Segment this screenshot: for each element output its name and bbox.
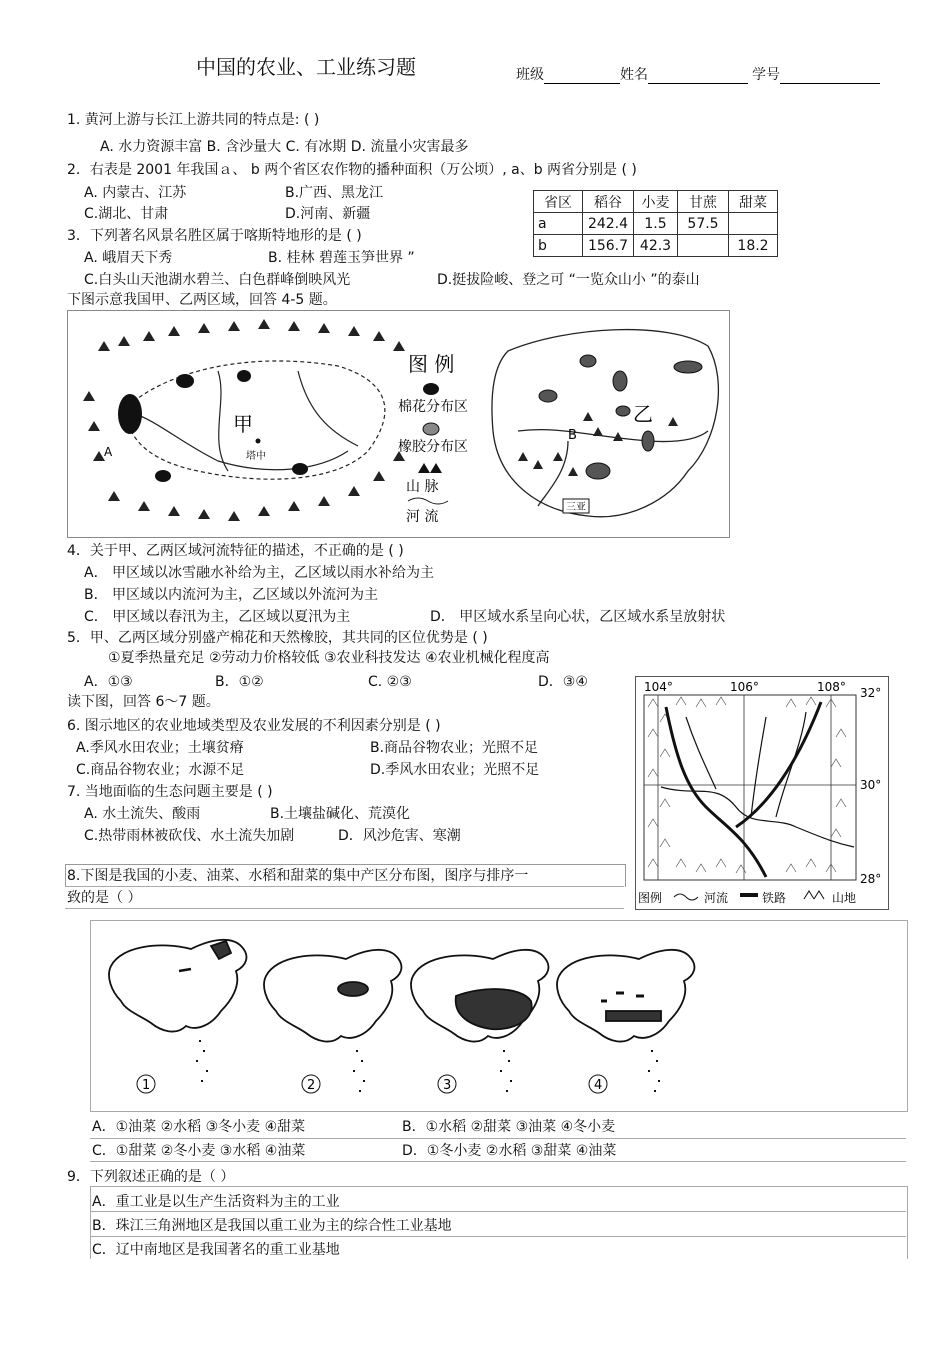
q3-option-c: C.白头山天池湖水碧兰、白色群峰倒映风光 bbox=[84, 272, 351, 288]
q9-stem: 9．下列叙述正确的是（ ） bbox=[67, 1169, 235, 1185]
table-cell: 18.2 bbox=[729, 235, 778, 257]
table-cell bbox=[729, 213, 778, 235]
table-cell: 242.4 bbox=[583, 213, 634, 235]
lat-30: 30° bbox=[860, 778, 882, 792]
legend-river: 河 流 bbox=[406, 509, 439, 525]
legend-rubber: 橡胶分布区 bbox=[398, 439, 468, 455]
legend-cotton: 棉花分布区 bbox=[398, 399, 468, 415]
q3-option-a: A. 峨眉天下秀 bbox=[84, 250, 173, 266]
q2-stem: 2．右表是 2001 年我国ａ、 b 两个省区农作物的播种面积（万公顷）, a、b 两省分别是 ( ) bbox=[67, 162, 637, 178]
table-cell: b bbox=[534, 235, 583, 257]
q4-option-a: A． 甲区域以冰雪融水补给为主，乙区域以雨水补给为主 bbox=[84, 565, 435, 581]
q6-option-a: A.季风水田农业；土壤贫瘠 bbox=[76, 740, 244, 756]
q1-stem: 1. 黄河上游与长江上游共同的特点是: ( ) bbox=[67, 112, 320, 128]
legend-mountain: 山 脉 bbox=[406, 479, 439, 495]
q5-option-d: D．③④ bbox=[538, 674, 588, 690]
table-header: 甜菜 bbox=[729, 191, 778, 213]
lon-104: 104° bbox=[644, 680, 673, 694]
rivers bbox=[661, 712, 854, 847]
legend-rubber-icon bbox=[423, 423, 439, 435]
legend-cotton-icon bbox=[423, 383, 439, 395]
sichuan-map-figure bbox=[635, 676, 889, 910]
table-cell: 57.5 bbox=[678, 213, 729, 235]
lon-108: 108° bbox=[817, 680, 846, 694]
table-header-row bbox=[534, 191, 778, 213]
class-field[interactable] bbox=[516, 66, 880, 84]
map-number: 1 bbox=[142, 1078, 151, 1093]
map-number: 2 bbox=[307, 1078, 316, 1093]
legend-title: 图 例 bbox=[408, 352, 455, 376]
label-b: B bbox=[568, 428, 577, 443]
table-header: 稻谷 bbox=[583, 191, 634, 213]
q8-option-b: B．①水稻 ②甜菜 ③油菜 ④冬小麦 bbox=[402, 1119, 616, 1135]
table-cell: a bbox=[534, 213, 583, 235]
class-label: 班级 bbox=[516, 67, 544, 83]
name-blank[interactable] bbox=[648, 67, 748, 84]
table-cell: 156.7 bbox=[583, 235, 634, 257]
legend-mountain-icon bbox=[804, 891, 824, 899]
q3-option-d: D.挺拔险峻、登之可 “一览众山小 ”的泰山 bbox=[437, 272, 700, 288]
q2-option-d: D.河南、新疆 bbox=[285, 206, 371, 222]
map2-legend-mountain: 山地 bbox=[832, 891, 857, 905]
crop-maps-figure bbox=[90, 920, 908, 1112]
q9-option-c: C．辽中南地区是我国著名的重工业基地 bbox=[92, 1242, 340, 1258]
map-1 bbox=[109, 940, 246, 1081]
lon-106: 106° bbox=[730, 680, 759, 694]
q2-option-c: C.湖北、甘肃 bbox=[84, 206, 169, 222]
divider bbox=[90, 1161, 906, 1162]
q8-stem-line2: 致的是（ ） bbox=[67, 890, 142, 906]
q2-option-a: A. 内蒙古、江苏 bbox=[84, 185, 187, 201]
region-yi-label: 乙 bbox=[633, 402, 653, 426]
table-header: 甘蔗 bbox=[678, 191, 729, 213]
legend-rail-icon bbox=[740, 893, 758, 897]
q6-option-c: C.商品谷物农业；水源不足 bbox=[76, 762, 245, 778]
id-blank[interactable] bbox=[780, 67, 880, 84]
q5-option-c: C. ②③ bbox=[368, 674, 412, 690]
table-row bbox=[534, 213, 778, 235]
class-blank[interactable] bbox=[544, 67, 620, 84]
table-header: 小麦 bbox=[634, 191, 678, 213]
tazhong-dot bbox=[256, 439, 261, 444]
legend-mountain-icon bbox=[418, 463, 442, 473]
intro-6-7: 读下图，回答 6～7 题。 bbox=[67, 694, 220, 710]
map2-legend-title: 图例 bbox=[638, 891, 663, 905]
divider bbox=[65, 886, 624, 887]
q2-option-b: B.广西、黑龙江 bbox=[285, 185, 384, 201]
q7-option-a: A. 水土流失、酸雨 bbox=[84, 806, 201, 822]
china-crop-maps bbox=[91, 921, 907, 1111]
map-number: 4 bbox=[594, 1078, 603, 1093]
map-3 bbox=[411, 950, 548, 1091]
tazhong-label: 塔中 bbox=[246, 451, 266, 462]
q8-option-c: C．①甜菜 ②冬小麦 ③水稻 ④油菜 bbox=[92, 1143, 306, 1159]
q3-option-b: B. 桂林 碧莲玉笋世界 ” bbox=[268, 250, 415, 266]
divider bbox=[90, 1138, 906, 1139]
table-cell: 42.3 bbox=[634, 235, 678, 257]
table-cell bbox=[678, 235, 729, 257]
crop-area-table bbox=[533, 190, 778, 257]
map-legend bbox=[398, 352, 468, 525]
id-label: 学号 bbox=[752, 67, 780, 83]
lat-28: 28° bbox=[860, 872, 882, 886]
region-map bbox=[68, 311, 729, 537]
q4-option-c: C． 甲区域以春汛为主，乙区域以夏汛为主 bbox=[84, 609, 351, 625]
q5-stem: 5．甲、乙两区域分别盛产棉花和天然橡胶，其共同的区位优势是 ( ) bbox=[67, 630, 488, 646]
region-jia-label: 甲 bbox=[233, 412, 253, 436]
q8-stem-line1: 8.下图是我国的小麦、油菜、水稻和甜菜的集中产区分布图，图序与排序一 bbox=[67, 868, 529, 884]
map2-legend-rail: 铁路 bbox=[762, 891, 787, 905]
q5-option-a: A．①③ bbox=[84, 674, 133, 690]
cotton-area-icons bbox=[118, 370, 308, 482]
map-number: 3 bbox=[443, 1078, 452, 1093]
q6-stem: 6. 图示地区的农业地域类型及农业发展的不利因素分别是 ( ) bbox=[67, 718, 441, 734]
hainan-map bbox=[492, 330, 718, 517]
map2-legend-river: 河流 bbox=[704, 891, 729, 905]
rubber-area-icons bbox=[539, 355, 702, 479]
sanya-label: 三亚 bbox=[566, 502, 586, 513]
label-a: A bbox=[104, 445, 113, 459]
q6-option-d: D.季风水田农业；光照不足 bbox=[370, 762, 540, 778]
q7-option-c: C.热带雨林被砍伐、水土流失加剧 bbox=[84, 828, 295, 844]
q9-option-b: B．珠江三角洲地区是我国以重工业为主的综合性工业基地 bbox=[92, 1218, 452, 1234]
intro-4-5: 下图示意我国甲、乙两区域，回答 4-5 题。 bbox=[67, 292, 337, 308]
q5-option-b: B．①② bbox=[215, 674, 264, 690]
table-header: 省区 bbox=[534, 191, 583, 213]
table-cell: 1.5 bbox=[634, 213, 678, 235]
q4-option-b: B． 甲区域以内流河为主，乙区域以外流河为主 bbox=[84, 587, 379, 603]
q9-option-a: A．重工业是以生产生活资料为主的工业 bbox=[92, 1194, 340, 1210]
q5-items: ①夏季热量充足 ②劳动力价格较低 ③农业科技发达 ④农业机械化程度高 bbox=[108, 650, 550, 666]
q1-options: A. 水力资源丰富 B. 含沙量大 C. 有冰期 D. 流量小灾害最多 bbox=[100, 139, 469, 155]
map-2 bbox=[264, 950, 401, 1091]
map-4 bbox=[557, 950, 694, 1091]
lat-32: 32° bbox=[860, 686, 882, 700]
divider bbox=[90, 1211, 906, 1212]
q8-option-a: A．①油菜 ②水稻 ③冬小麦 ④甜菜 bbox=[92, 1119, 306, 1135]
sichuan-map bbox=[636, 677, 888, 909]
divider bbox=[90, 1236, 906, 1237]
q4-option-d: D． 甲区域水系呈向心状，乙区域水系呈放射状 bbox=[430, 609, 726, 625]
divider bbox=[65, 908, 624, 909]
page-title: 中国的农业、工业练习题 bbox=[196, 55, 416, 79]
name-label: 姓名 bbox=[620, 67, 648, 83]
legend-river-icon bbox=[674, 894, 698, 900]
q7-stem: 7. 当地面临的生态问题主要是 ( ) bbox=[67, 784, 273, 800]
q3-stem: 3．下列著名风景名胜区属于喀斯特地形的是 ( ) bbox=[67, 228, 362, 244]
q4-stem: 4．关于甲、乙两区域河流特征的描述，不正确的是 ( ) bbox=[67, 543, 404, 559]
table-row bbox=[534, 235, 778, 257]
region-map-figure bbox=[67, 310, 730, 538]
q7-option-d: D．风沙危害、寒潮 bbox=[338, 828, 461, 844]
q7-option-b: B.土壤盐碱化、荒漠化 bbox=[270, 806, 411, 822]
railways bbox=[666, 702, 821, 877]
q6-option-b: B.商品谷物农业；光照不足 bbox=[370, 740, 539, 756]
q8-option-d: D．①冬小麦 ②水稻 ③甜菜 ④油菜 bbox=[402, 1143, 617, 1159]
legend-river-icon bbox=[408, 498, 448, 504]
